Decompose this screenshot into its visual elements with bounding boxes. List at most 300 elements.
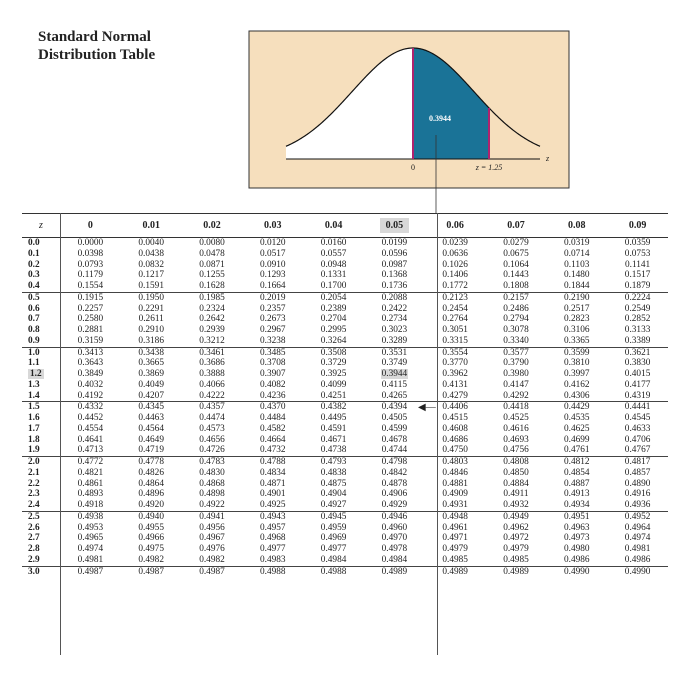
row-z-value [22,281,60,292]
cell-value: 0.2157 [503,292,529,303]
cell-value: 0.4798 [381,457,408,467]
table-cell [303,358,364,369]
cell-value: 0.4949 [503,511,529,522]
table-cell [425,292,486,303]
cell-value: 0.4656 [199,434,225,445]
cell-value: 0.3438 [138,347,164,358]
table-row [22,424,668,435]
table-cell [364,260,425,271]
table-cell [607,511,668,522]
cell-value: 0.4943 [260,511,286,522]
cell-value: 0.0793 [77,259,104,270]
cell-value: 0.3212 [199,335,225,346]
row-z-label: 2.2 [28,478,40,489]
cell-value: 0.0438 [138,248,164,259]
cell-value: 0.1026 [442,259,468,270]
cell-value: 0.4981 [77,554,104,565]
table-cell [546,468,607,479]
table-cell [425,500,486,511]
row-z-label: 1.0 [28,347,40,358]
table-cell [364,314,425,325]
row-z-label: 2.8 [28,544,40,554]
cell-value: 0.4761 [563,445,590,456]
cell-value: 0.4986 [624,554,651,565]
table-row [22,347,668,358]
row-z-value [22,445,60,456]
cell-value: 0.3508 [320,347,347,358]
cell-value: 0.2357 [260,303,286,314]
cell-value: 0.4812 [563,457,590,467]
cell-value: 0.4554 [77,423,104,434]
table-cell [303,260,364,271]
cell-value: 0.4925 [260,500,286,510]
cell-value: 0.4887 [563,478,590,489]
table-cell [303,445,364,456]
table-cell [121,544,182,555]
cell-value: 0.4987 [77,566,104,577]
table-cell [303,424,364,435]
header-col [303,214,364,238]
header-col-label: 0.04 [324,220,343,231]
cell-value: 0.1808 [503,281,529,291]
table-cell [425,325,486,336]
cell-value: 0.4979 [442,544,468,554]
table-cell [242,511,303,522]
table-row [22,445,668,456]
table-cell [546,391,607,402]
cell-value: 0.4906 [381,489,408,500]
table-cell [546,435,607,446]
cell-value: 0.4671 [320,434,347,445]
table-cell [182,336,243,347]
cell-value: 0.4803 [442,457,468,467]
row-z-label: 0.3 [28,270,40,281]
cell-value: 0.4452 [77,413,104,423]
row-z-label: 0.9 [28,335,40,346]
cell-value: 0.3106 [563,325,590,335]
table-cell [486,292,547,303]
table-cell [182,435,243,446]
table-cell [303,523,364,534]
cell-value: 0.2389 [320,303,347,314]
row-z-label: 1.6 [28,413,40,423]
table-cell [425,555,486,566]
header-col-label: 0.03 [264,220,282,231]
cell-value: 0.2967 [260,325,286,335]
table-cell [486,500,547,511]
table-cell [486,544,547,555]
row-z-value [22,555,60,566]
table-cell [303,391,364,402]
table-header-row [22,214,668,238]
cell-value: 0.4738 [320,445,347,456]
cell-value: 0.0987 [381,259,408,270]
cell-value: 0.2881 [77,325,104,335]
cell-value: 0.4957 [260,522,286,533]
cell-value: 0.4838 [320,467,347,478]
cell-value: 0.4525 [503,413,529,423]
row-z-label: 0.7 [28,314,40,325]
table-cell [546,270,607,281]
table-cell [364,479,425,490]
cell-value: 0.4066 [199,379,225,390]
table-cell [364,445,425,456]
row-z-label: 1.3 [28,379,40,390]
cell-value: 0.4952 [624,511,651,522]
table-cell [364,358,425,369]
cell-value: 0.4319 [624,390,651,401]
table-cell [60,281,121,292]
table-cell [60,347,121,358]
table-cell [242,270,303,281]
row-z-value [22,260,60,271]
table-cell [425,445,486,456]
cell-value: 0.4963 [563,522,590,533]
table-cell [182,413,243,424]
cell-value: 0.4406 [442,402,468,413]
table-cell [121,566,182,577]
table-cell [303,435,364,446]
table-cell [546,511,607,522]
cell-value: 0.0596 [381,248,408,259]
cell-value: 0.2549 [624,303,651,314]
table-cell [303,457,364,468]
table-cell [364,304,425,315]
table-cell [546,304,607,315]
table-cell [303,511,364,522]
table-cell [60,435,121,446]
cell-value: 0.4699 [563,434,590,445]
cell-value: 0.2910 [138,325,164,335]
cell-value: 0.4971 [442,533,468,544]
cell-value: 0.4686 [442,434,468,445]
table-cell [607,347,668,358]
cell-value: 0.4931 [442,500,468,510]
table-cell [546,523,607,534]
table-cell [60,523,121,534]
table-cell [486,445,547,456]
table-cell [486,457,547,468]
table-cell [546,402,607,413]
cell-value: 0.4984 [320,554,347,565]
table-cell [425,238,486,249]
cell-value: 0.4976 [199,544,225,554]
table-row [22,533,668,544]
row-z-label: 2.1 [28,467,40,478]
table-cell [607,304,668,315]
table-cell [242,566,303,577]
header-col-label: 0.05 [380,218,410,233]
cell-value: 0.4893 [77,489,104,500]
cell-value: 0.4713 [77,445,104,456]
table-cell [121,270,182,281]
cell-value: 0.4744 [381,445,408,456]
table-cell [364,249,425,260]
table-cell [182,281,243,292]
z-value-label: z = 1.25 [475,163,503,172]
table-cell [364,336,425,347]
cell-value: 0.4429 [563,402,590,413]
row-z-value [22,468,60,479]
cell-value: 0.4961 [442,522,468,533]
cell-value: 0.4988 [260,566,286,577]
table-cell [546,445,607,456]
cell-value: 0.4418 [503,402,529,413]
table-cell [60,336,121,347]
table-cell [182,511,243,522]
cell-value: 0.0832 [138,259,164,270]
cell-value: 0.4875 [320,478,347,489]
table-cell [607,435,668,446]
table-cell [486,260,547,271]
cell-value: 0.3749 [381,358,408,369]
table-row [22,358,668,369]
lookup-arrow-icon: ◀— [418,402,436,413]
table-cell [242,347,303,358]
table-cell [546,413,607,424]
row-z-label: 1.2 [30,369,42,379]
row-z-value [22,325,60,336]
table-cell [182,468,243,479]
cell-value: 0.3051 [442,325,468,335]
cell-value: 0.4357 [199,402,225,413]
cell-value: 0.1517 [624,270,651,281]
table-cell [182,544,243,555]
table-cell [303,304,364,315]
table-cell [121,435,182,446]
table-cell [364,424,425,435]
row-z-value [22,238,60,249]
table-row [22,457,668,468]
table-cell [242,489,303,500]
table-cell [121,500,182,511]
table-cell [303,413,364,424]
table-cell [60,457,121,468]
table-cell [607,336,668,347]
table-cell [364,511,425,522]
table-cell [182,358,243,369]
cell-value: 0.1844 [563,281,590,291]
table-cell [242,413,303,424]
table-cell [486,402,547,413]
cell-value: 0.3621 [624,347,651,358]
row-z-value [22,369,60,380]
cell-value: 0.3830 [624,358,651,369]
cell-value: 0.4967 [199,533,225,544]
cell-value: 0.1179 [77,270,104,281]
table-cell [364,457,425,468]
cell-value: 0.4535 [563,413,590,423]
table-cell [121,292,182,303]
cell-value: 0.0080 [199,238,225,248]
cell-value: 0.4222 [199,390,225,401]
cell-value: 0.4986 [563,554,590,565]
table-cell [425,358,486,369]
table-cell [60,511,121,522]
table-cell [425,249,486,260]
cell-value: 0.1255 [199,270,225,281]
cell-value: 0.1772 [442,281,468,291]
row-z-value [22,270,60,281]
table-cell [121,347,182,358]
row-z-label: 0.1 [28,248,40,259]
cell-value: 0.4913 [563,489,590,500]
cell-value: 0.2734 [381,314,408,325]
table-cell [607,281,668,292]
table-cell [182,260,243,271]
cell-value: 0.4625 [563,423,590,434]
table-cell [486,238,547,249]
cell-value: 0.0398 [77,248,104,259]
table-cell [182,500,243,511]
cell-value: 0.4616 [503,423,529,434]
cell-value: 0.2324 [199,303,225,314]
cell-value: 0.4974 [77,544,104,554]
cell-value: 0.3365 [563,335,590,346]
table-cell [242,533,303,544]
table-cell [546,314,607,325]
table-cell [425,468,486,479]
table-cell [486,435,547,446]
cell-value: 0.0753 [624,248,651,259]
table-cell [121,424,182,435]
cell-value: 0.3849 [77,369,104,379]
table-cell [121,555,182,566]
cell-value: 0.3577 [503,347,529,358]
table-cell [303,292,364,303]
table-cell [364,402,425,413]
table-cell [60,260,121,271]
table-cell [303,566,364,577]
table-cell [364,380,425,391]
table-cell [242,402,303,413]
row-z-value [22,523,60,534]
table-row [22,292,668,303]
table-cell [486,325,547,336]
table-cell [364,270,425,281]
axis-label: z [546,154,550,163]
table-cell [546,369,607,380]
cell-value: 0.4830 [199,467,225,478]
cell-value: 0.4918 [77,500,104,510]
table-row [22,260,668,271]
cell-value: 0.2454 [442,303,468,314]
cell-value: 0.1331 [320,270,347,281]
table-cell [486,511,547,522]
cell-value: 0.4441 [624,402,651,413]
table-cell [60,402,121,413]
table-cell [121,457,182,468]
cell-value: 0.4977 [260,544,286,554]
cell-value: 0.0199 [381,238,408,248]
cell-value: 0.4015 [624,369,651,379]
cell-value: 0.2019 [260,292,286,303]
cell-value: 0.3729 [320,358,347,369]
cell-value: 0.4968 [260,533,286,544]
table-cell [121,380,182,391]
table-cell [607,489,668,500]
table-row [22,489,668,500]
table-cell [60,413,121,424]
table-cell [182,457,243,468]
cell-value: 0.4463 [138,413,164,423]
cell-value: 0.4564 [138,423,164,434]
table-cell [364,500,425,511]
table-cell [607,523,668,534]
row-z-value [22,402,60,413]
cell-value: 0.4793 [320,457,347,467]
cell-value: 0.4474 [199,413,225,423]
table-cell [607,391,668,402]
cell-value: 0.4983 [260,554,286,565]
cell-value: 0.4706 [624,434,651,445]
cell-value: 0.3289 [381,335,408,346]
cell-value: 0.1950 [138,292,164,303]
table-cell [303,402,364,413]
cell-value: 0.3686 [199,358,225,369]
table-cell [425,347,486,358]
cell-value: 0.3962 [442,369,468,379]
cell-value: 0.4878 [381,478,408,489]
table-cell [486,304,547,315]
table-row [22,500,668,511]
cell-value: 0.1406 [442,270,468,281]
table-cell [242,445,303,456]
cell-value: 0.1736 [381,281,408,291]
shaded-area-value: 0.3944 [429,114,451,123]
cell-value: 0.4956 [199,522,225,533]
cell-value: 0.4927 [320,500,347,510]
cell-value: 0.4719 [138,445,164,456]
cell-value: 0.0948 [320,259,347,270]
table-cell [425,281,486,292]
cell-value: 0.4953 [77,522,104,533]
cell-value: 0.1985 [199,292,225,303]
cell-value: 0.4904 [320,489,347,500]
cell-value: 0.1554 [77,281,104,291]
table-cell [182,555,243,566]
table-cell [60,358,121,369]
table-cell [60,292,121,303]
table-cell [607,544,668,555]
table-cell [303,249,364,260]
cell-value: 0.0871 [199,259,225,270]
cell-value: 0.4131 [442,379,468,390]
row-z-label: 2.7 [28,533,40,544]
cell-value: 0.4959 [320,522,347,533]
table-cell [303,489,364,500]
cell-value: 0.1664 [260,281,286,291]
cell-value: 0.4868 [199,478,225,489]
cell-value: 0.3888 [199,369,225,379]
cell-value: 0.4515 [442,413,468,423]
cell-value: 0.1480 [563,270,590,281]
row-z-label: 0.8 [28,325,40,335]
cell-value: 0.4977 [320,544,347,554]
row-z-value [22,479,60,490]
cell-value: 0.4808 [503,457,529,467]
cell-value: 0.2054 [320,292,347,303]
table-cell [425,544,486,555]
cell-value: 0.4975 [138,544,164,554]
table-cell [486,358,547,369]
cell-value: 0.0636 [442,248,468,259]
cell-value: 0.2673 [260,314,286,325]
cell-value: 0.4641 [77,434,104,445]
table-cell [364,566,425,577]
table-row [22,479,668,490]
table-row [22,270,668,281]
